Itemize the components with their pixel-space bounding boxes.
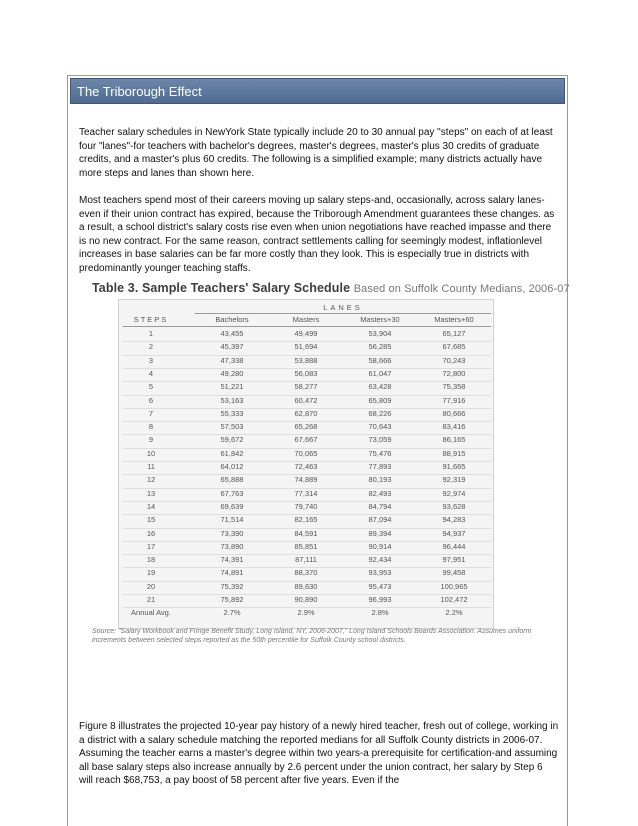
table-value-cell: 67,667	[294, 435, 318, 445]
salary-table	[118, 299, 494, 629]
table-value-cell: 91,665	[442, 462, 466, 471]
table-value-cell: 60,472	[294, 395, 318, 405]
table-value-cell: 59,672	[220, 435, 244, 445]
table-value-cell: 96,444	[442, 541, 466, 551]
section-title: The Triborough Effect	[77, 84, 202, 99]
table-step-cell: 8	[148, 422, 154, 432]
table-value-cell: 45,397	[220, 342, 244, 352]
table-value-cell: 53,888	[294, 355, 318, 365]
table-value-cell: 49,280	[220, 368, 244, 378]
table-value-cell: 89,630	[294, 581, 318, 591]
table-value-cell: 75,476	[368, 448, 392, 458]
table-value-cell: 61,047	[368, 368, 392, 378]
table-value-cell: 80,666	[442, 408, 466, 418]
paragraph-intro: Teacher salary schedules in NewYork State typically include 20 to 30 annual pay "steps" on each of at least four "lanes"-for teachers with bachelor's degrees, master's degrees, master's plus 30 credits of graduate credits, and a master's plus 60 credits. The following is a simplified example; many districts actually have more steps and lanes than shown here.	[79, 127, 553, 179]
table-value-cell: 97,951	[442, 555, 466, 565]
table-value-cell: 87,111	[295, 555, 317, 565]
table-value-cell: 70,243	[442, 355, 466, 365]
table-value-cell: 58,277	[294, 382, 318, 392]
table-value-cell: 79,740	[294, 501, 318, 511]
table-value-cell: 64,012	[220, 462, 244, 471]
table-value-cell: 69,639	[220, 501, 244, 511]
table-step-cell: 3	[148, 355, 154, 365]
table-value-cell: 53,904	[368, 329, 392, 338]
table-value-cell: 74,391	[220, 555, 244, 565]
paragraph-triborough: Most teachers spend most of their careers moving up salary steps-and, occasionally, across salary lanes-even if their union contract has expired, because the Triborough Amendment guarantees these changes. as a result, a school district's salary costs rise even when union negotiations have reached impasse and there is no new contract. For the same reason, contract settlements calling for seemingly modest, inflationlevel increases in base salaries can be far more costly than they look. This is especially true in districts with predominantly younger teaching staffs.	[79, 195, 555, 274]
column-header-masters-30: Masters+30	[360, 315, 400, 324]
table-value-cell: 49,499	[294, 329, 318, 338]
column-header-masters-60: Masters+60	[434, 315, 474, 324]
table-value-cell: 75,892	[220, 595, 244, 604]
table-value-cell: 83,416	[442, 422, 466, 432]
header-rule	[123, 326, 491, 327]
table-step-cell: 12	[146, 475, 156, 485]
table-value-cell: 94,283	[442, 515, 466, 525]
table-value-cell: 88,370	[294, 568, 318, 578]
table-value-cell: 80,193	[368, 475, 392, 485]
table-step-cell: 6	[148, 395, 154, 405]
table-value-cell: 77,916	[442, 395, 466, 405]
table-step-cell: 4	[148, 368, 154, 378]
table-value-cell: 84,794	[368, 501, 392, 511]
table-value-cell: 70,065	[294, 448, 318, 458]
table-value-cell: 2.9%	[297, 608, 315, 618]
table-value-cell: 55,333	[220, 408, 244, 418]
table-value-cell: 92,319	[442, 475, 466, 485]
table-step-cell: 9	[148, 435, 154, 445]
table-value-cell: 95,473	[368, 581, 392, 591]
table-value-cell: 90,914	[368, 541, 392, 551]
table-value-cell: 74,889	[294, 475, 318, 485]
table-value-cell: 93,628	[442, 501, 466, 511]
table-value-cell: 51,221	[220, 382, 244, 392]
table-value-cell: 88,915	[442, 448, 466, 458]
table-value-cell: 87,094	[368, 515, 392, 525]
table-value-cell: 56,083	[294, 368, 318, 378]
table-value-cell: 2.8%	[371, 608, 389, 618]
table-value-cell: 82,165	[294, 515, 318, 525]
table-value-cell: 61,842	[220, 448, 244, 458]
table-value-cell: 89,394	[368, 528, 392, 538]
table-step-cell: 7	[148, 408, 154, 418]
table-step-cell: 19	[146, 568, 156, 578]
table-value-cell: 58,666	[368, 355, 392, 365]
table-value-cell: 2.7%	[223, 608, 241, 618]
table-value-cell: 65,809	[368, 395, 392, 405]
table-step-cell: 16	[146, 528, 156, 538]
table-step-cell: 20	[146, 581, 156, 591]
table-value-cell: 70,643	[368, 422, 392, 432]
table-value-cell: 47,338	[220, 355, 244, 365]
table-step-cell: 18	[146, 555, 156, 565]
table-value-cell: 68,226	[368, 408, 392, 418]
table-value-cell: 65,888	[220, 475, 244, 485]
table-title	[92, 281, 570, 295]
salary-table-figure	[90, 281, 570, 644]
table-value-cell: 73,390	[220, 528, 244, 538]
table-value-cell: 56,285	[368, 342, 392, 352]
table-value-cell: 77,893	[368, 462, 392, 471]
table-value-cell: 92,974	[442, 488, 466, 498]
table-value-cell: 94,937	[442, 528, 466, 538]
table-value-cell: 62,870	[294, 408, 318, 418]
paragraph-figure-8: Figure 8 illustrates the projected 10-year pay history of a newly hired teacher, fresh out of college, working in a district with a salary schedule matching the reported medians for all Suffolk County districts in 2006-07. Assuming the teacher earns a master's degree within two years-a prerequisite for certification-and assuming all base salary steps also increase annually by 2.6 percent under the union contract, her salary by Step 6 will reach $68,753, a pay boost of 58 percent after five years. Even if the	[79, 721, 559, 787]
table-value-cell: 75,358	[442, 382, 466, 392]
table-value-cell: 93,953	[368, 568, 392, 578]
column-header-bachelors: Bachelors	[215, 315, 249, 324]
table-value-cell: 67,763	[220, 488, 244, 498]
table-value-cell: 72,800	[442, 368, 466, 378]
table-step-cell: 14	[146, 501, 156, 511]
table-value-cell: 84,591	[294, 528, 318, 538]
table-value-cell: 53,163	[220, 395, 244, 405]
table-value-cell: 73,890	[220, 541, 244, 551]
section-header	[70, 78, 565, 104]
table-value-cell: 86,165	[442, 435, 466, 445]
table-value-cell: 72,463	[294, 462, 318, 471]
column-header-masters: Masters	[292, 315, 320, 324]
table-value-cell: 65,127	[442, 329, 466, 338]
table-value-cell: 57,503	[220, 422, 244, 432]
table-value-cell: 73,059	[368, 435, 392, 445]
table-step-cell: 2	[148, 342, 154, 352]
table-value-cell: 51,694	[294, 342, 318, 352]
table-value-cell: 74,891	[220, 568, 244, 578]
table-title-sub: Based on Suffolk County Medians, 2006-07	[353, 283, 570, 295]
table-value-cell: 96,993	[368, 595, 392, 604]
table-value-cell: 82,493	[368, 488, 392, 498]
table-value-cell: 67,685	[442, 342, 466, 352]
table-title-main: Table 3. Sample Teachers' Salary Schedule	[92, 281, 351, 295]
table-value-cell: 85,851	[294, 541, 318, 551]
table-value-cell: 77,314	[294, 488, 318, 498]
table-value-cell: 90,890	[294, 595, 318, 604]
lanes-label: LANES	[323, 303, 363, 312]
table-step-cell: Annual Avg.	[131, 608, 171, 618]
steps-header: STEPS	[133, 315, 169, 324]
table-step-cell: 10	[146, 448, 156, 458]
table-value-cell: 75,392	[220, 581, 244, 591]
table-step-cell: 13	[146, 488, 156, 498]
table-source-note: Source: "Salary Workbook and Fringe Benefit Study, Long Island, NY, 2006-2007," Long Island Schools Boards Association. Assumes uniform increments between selected steps reported as the 50th percentile for Suffolk County school districts.	[92, 628, 532, 644]
table-step-cell: 15	[146, 515, 156, 525]
table-value-cell: 43,455	[220, 329, 244, 338]
table-value-cell: 100,965	[440, 581, 468, 591]
table-value-cell: 63,428	[368, 382, 392, 392]
article-frame	[67, 75, 568, 826]
table-value-cell: 2.2%	[445, 608, 463, 618]
table-value-cell: 71,514	[220, 515, 244, 525]
table-step-cell: 11	[147, 462, 155, 471]
table-step-cell: 5	[148, 382, 154, 392]
table-step-cell: 17	[146, 541, 156, 551]
table-value-cell: 102,472	[440, 595, 468, 604]
table-value-cell: 65,268	[294, 422, 318, 432]
lanes-rule	[195, 313, 491, 314]
table-value-cell: 92,434	[368, 555, 392, 565]
table-step-cell: 21	[146, 595, 156, 604]
table-step-cell: 1	[148, 329, 154, 338]
table-value-cell: 99,458	[442, 568, 466, 578]
